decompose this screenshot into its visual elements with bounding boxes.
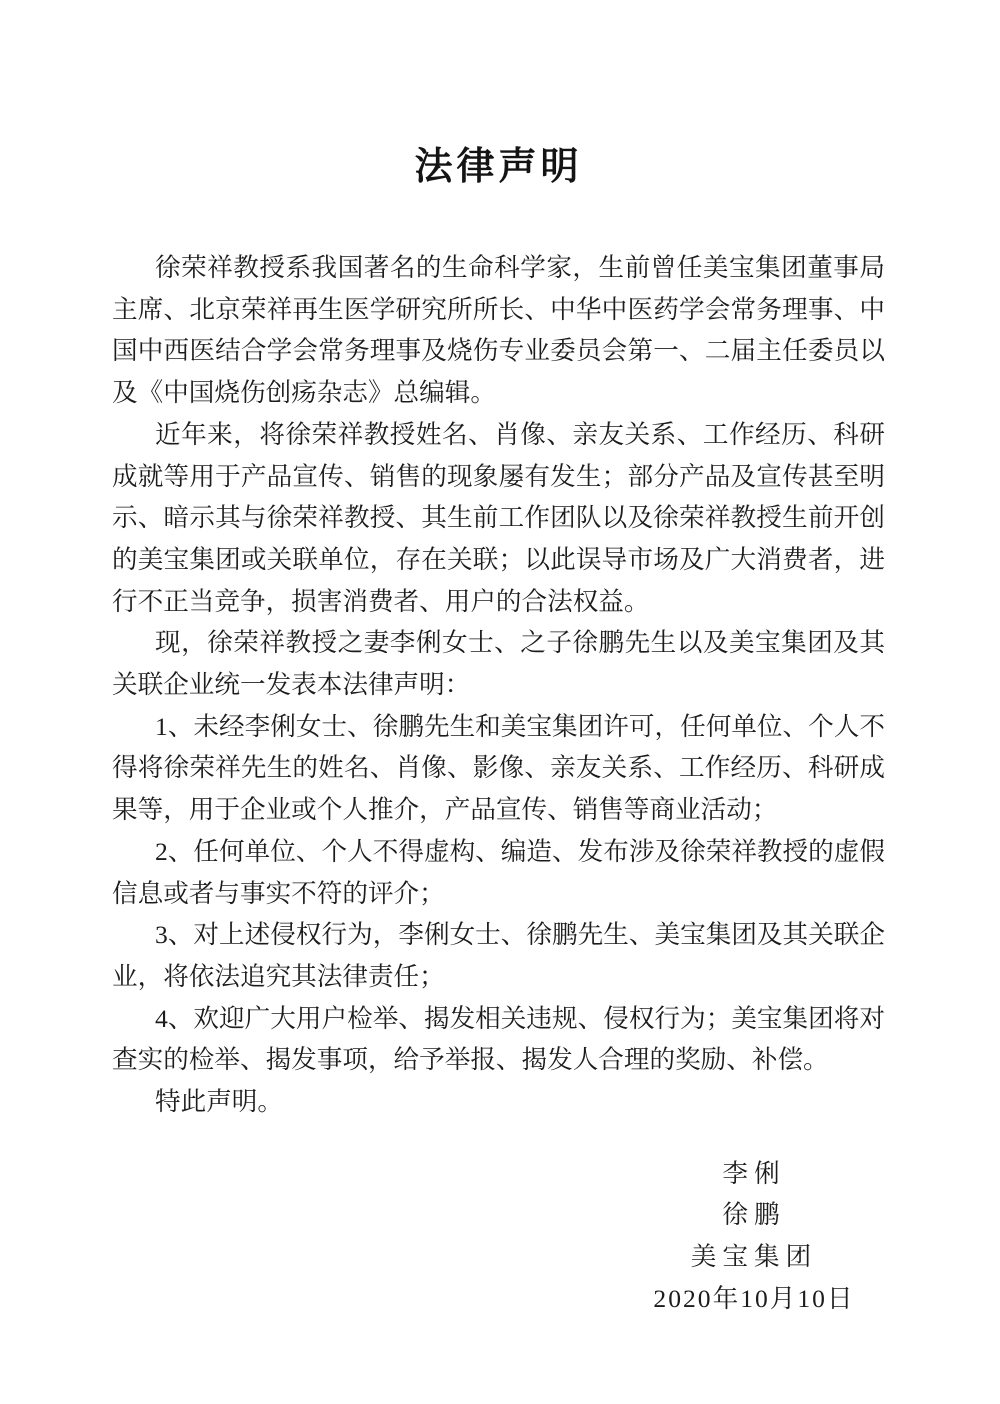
paragraph-intro-bio: 徐荣祥教授系我国著名的生命科学家，生前曾任美宝集团董事局主席、北京荣祥再生医学研究所所长、中华中医药学会常务理事、中国中西医结合学会常务理事及烧伤专业委员会第一、二届主任委员以及《中国烧伤创疡杂志》总编辑。	[112, 253, 885, 408]
paragraph-background-issue: 近年来，将徐荣祥教授姓名、肖像、亲友关系、工作经历、科研成就等用于产品宣传、销售的现象屡有发生；部分产品及宣传甚至明示、暗示其与徐荣祥教授、其生前工作团队以及徐荣祥教授生前开创的美宝集团或关联单位，存在关联；以此误导市场及广大消费者，进行不正当竞争，损害消费者、用户的合法权益。	[112, 419, 885, 616]
statement-item-1: 1、未经李俐女士、徐鹏先生和美宝集团许可，任何单位、个人不得将徐荣祥先生的姓名、肖像、影像、亲友关系、工作经历、科研成果等，用于企业或个人推介，产品宣传、销售等商业活动；	[112, 711, 885, 825]
statement-item-4: 4、欢迎广大用户检举、揭发相关违规、侵权行为；美宝集团将对查实的检举、揭发事项，给予举报、揭发人合理的奖励、补偿。	[112, 1003, 885, 1075]
statement-item-2: 2、任何单位、个人不得虚构、编造、发布涉及徐荣祥教授的虚假信息或者与事实不符的评介；	[112, 836, 885, 908]
statement-item-3: 3、对上述侵权行为，李俐女士、徐鹏先生、美宝集团及其关联企业，将依法追究其法律责任；	[112, 920, 885, 991]
signatory-xu-peng: 徐鹏	[722, 1200, 786, 1230]
document-body	[112, 247, 885, 1123]
signatory-li-li: 李俐	[722, 1158, 786, 1188]
signatory-mebo-group: 美宝集团	[690, 1242, 818, 1272]
paragraph-declaration-lead: 现，徐荣祥教授之妻李俐女士、之子徐鹏先生以及美宝集团及其关联企业统一发表本法律声明：	[112, 628, 885, 700]
document-title: 法律声明	[414, 146, 583, 188]
signature-date: 2020年10月10日	[653, 1283, 855, 1313]
signature-block	[604, 1153, 904, 1320]
paragraph-closing: 特此声明。	[155, 1087, 283, 1117]
